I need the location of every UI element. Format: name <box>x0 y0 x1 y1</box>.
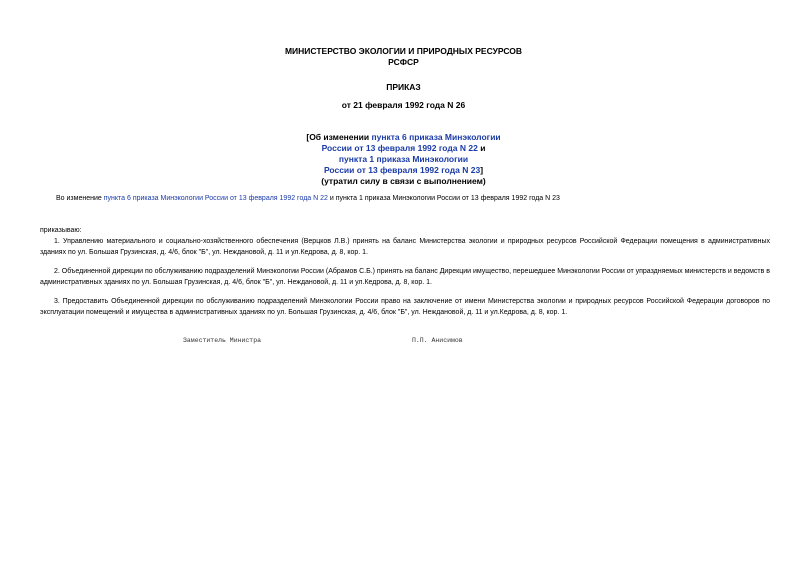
amendment-link-1a[interactable]: пункта 6 приказа Минэкологии <box>371 132 501 142</box>
ministry-heading <box>0 46 807 68</box>
paragraph-2: 2. Объединенной дирекции по обслуживанию подразделений Минэкологии России (Абрамов С.Б.) принять на баланс Дирекции имущество, перешедшее Минэкологии России от упраздняемых министерств и ведомств в административных зданиях по ул. Большая Грузинская, д. 4/6, блок "Б", ул. Неждановой, д. 11 и ул.Кедрова, д. 8, кор. 1. <box>40 268 770 286</box>
amendment-link-2a[interactable]: пункта 1 приказа Минэкологии <box>338 154 469 164</box>
amendment-line-1 <box>0 132 807 143</box>
preamble-prefix: Во изменение <box>56 195 104 202</box>
signature-name: П.П. Анисимов <box>412 337 463 344</box>
amendment-link-2b[interactable]: России от 13 февраля 1992 года N 23 <box>323 165 481 175</box>
amendment-link-1b[interactable]: России от 13 февраля 1992 года N 22 <box>321 143 478 153</box>
ministry-line-1: МИНИСТЕРСТВО ЭКОЛОГИИ И ПРИРОДНЫХ РЕСУРСОВ <box>284 46 523 56</box>
amendment-and: и <box>477 143 486 153</box>
paragraph-3: 3. Предоставить Объединенной дирекции по обслуживанию подразделений Минэкологии России право на заключение от имени Министерства экологии и природных ресурсов Российской Федерации договоров по эксплуатации помещений и имущества в административных зданиях по ул. Большая Грузинская, д. 4/6, блок "Б", ул. Неждановой, д. 11 и ул.Кедрова, д. 8, кор. 1. <box>40 298 770 316</box>
preamble-suffix: и пункта 1 приказа Минэкологии России от 13 февраля 1992 года N 23 <box>327 195 560 202</box>
signature-title: Заместитель Министра <box>183 337 262 344</box>
preamble-link[interactable]: пункта 6 приказа Минэкологии России от 13 февраля 1992 года N 22 <box>103 195 328 202</box>
ministry-line-2: РСФСР <box>388 57 419 67</box>
amendment-block <box>0 132 807 187</box>
amendment-status: (утратил силу в связи с выполнением) <box>321 176 486 186</box>
paragraph-1: 1. Управлению материального и социально-хозяйственного обеспечения (Верцков Л.В.) принять на баланс Министерства экологии и природных ресурсов Российской Федерации помещения в административных зданиях по ул. Большая Грузинская, д. 4/6, блок "Б", ул. Неждановой, д. 11 и ул.Кедрова, д. 8, кор. 1. <box>40 238 770 256</box>
amendment-line-4 <box>0 165 807 176</box>
amendment-close: ] <box>480 165 484 175</box>
amendment-line-3 <box>0 154 807 165</box>
amendment-line-2 <box>0 143 807 154</box>
order-date: от 21 февраля 1992 года N 26 <box>341 100 466 110</box>
order-title: ПРИКАЗ <box>386 82 421 92</box>
orders-label: приказываю: <box>40 227 82 234</box>
amendment-open: [Об изменении <box>306 132 372 142</box>
preamble <box>56 194 776 205</box>
